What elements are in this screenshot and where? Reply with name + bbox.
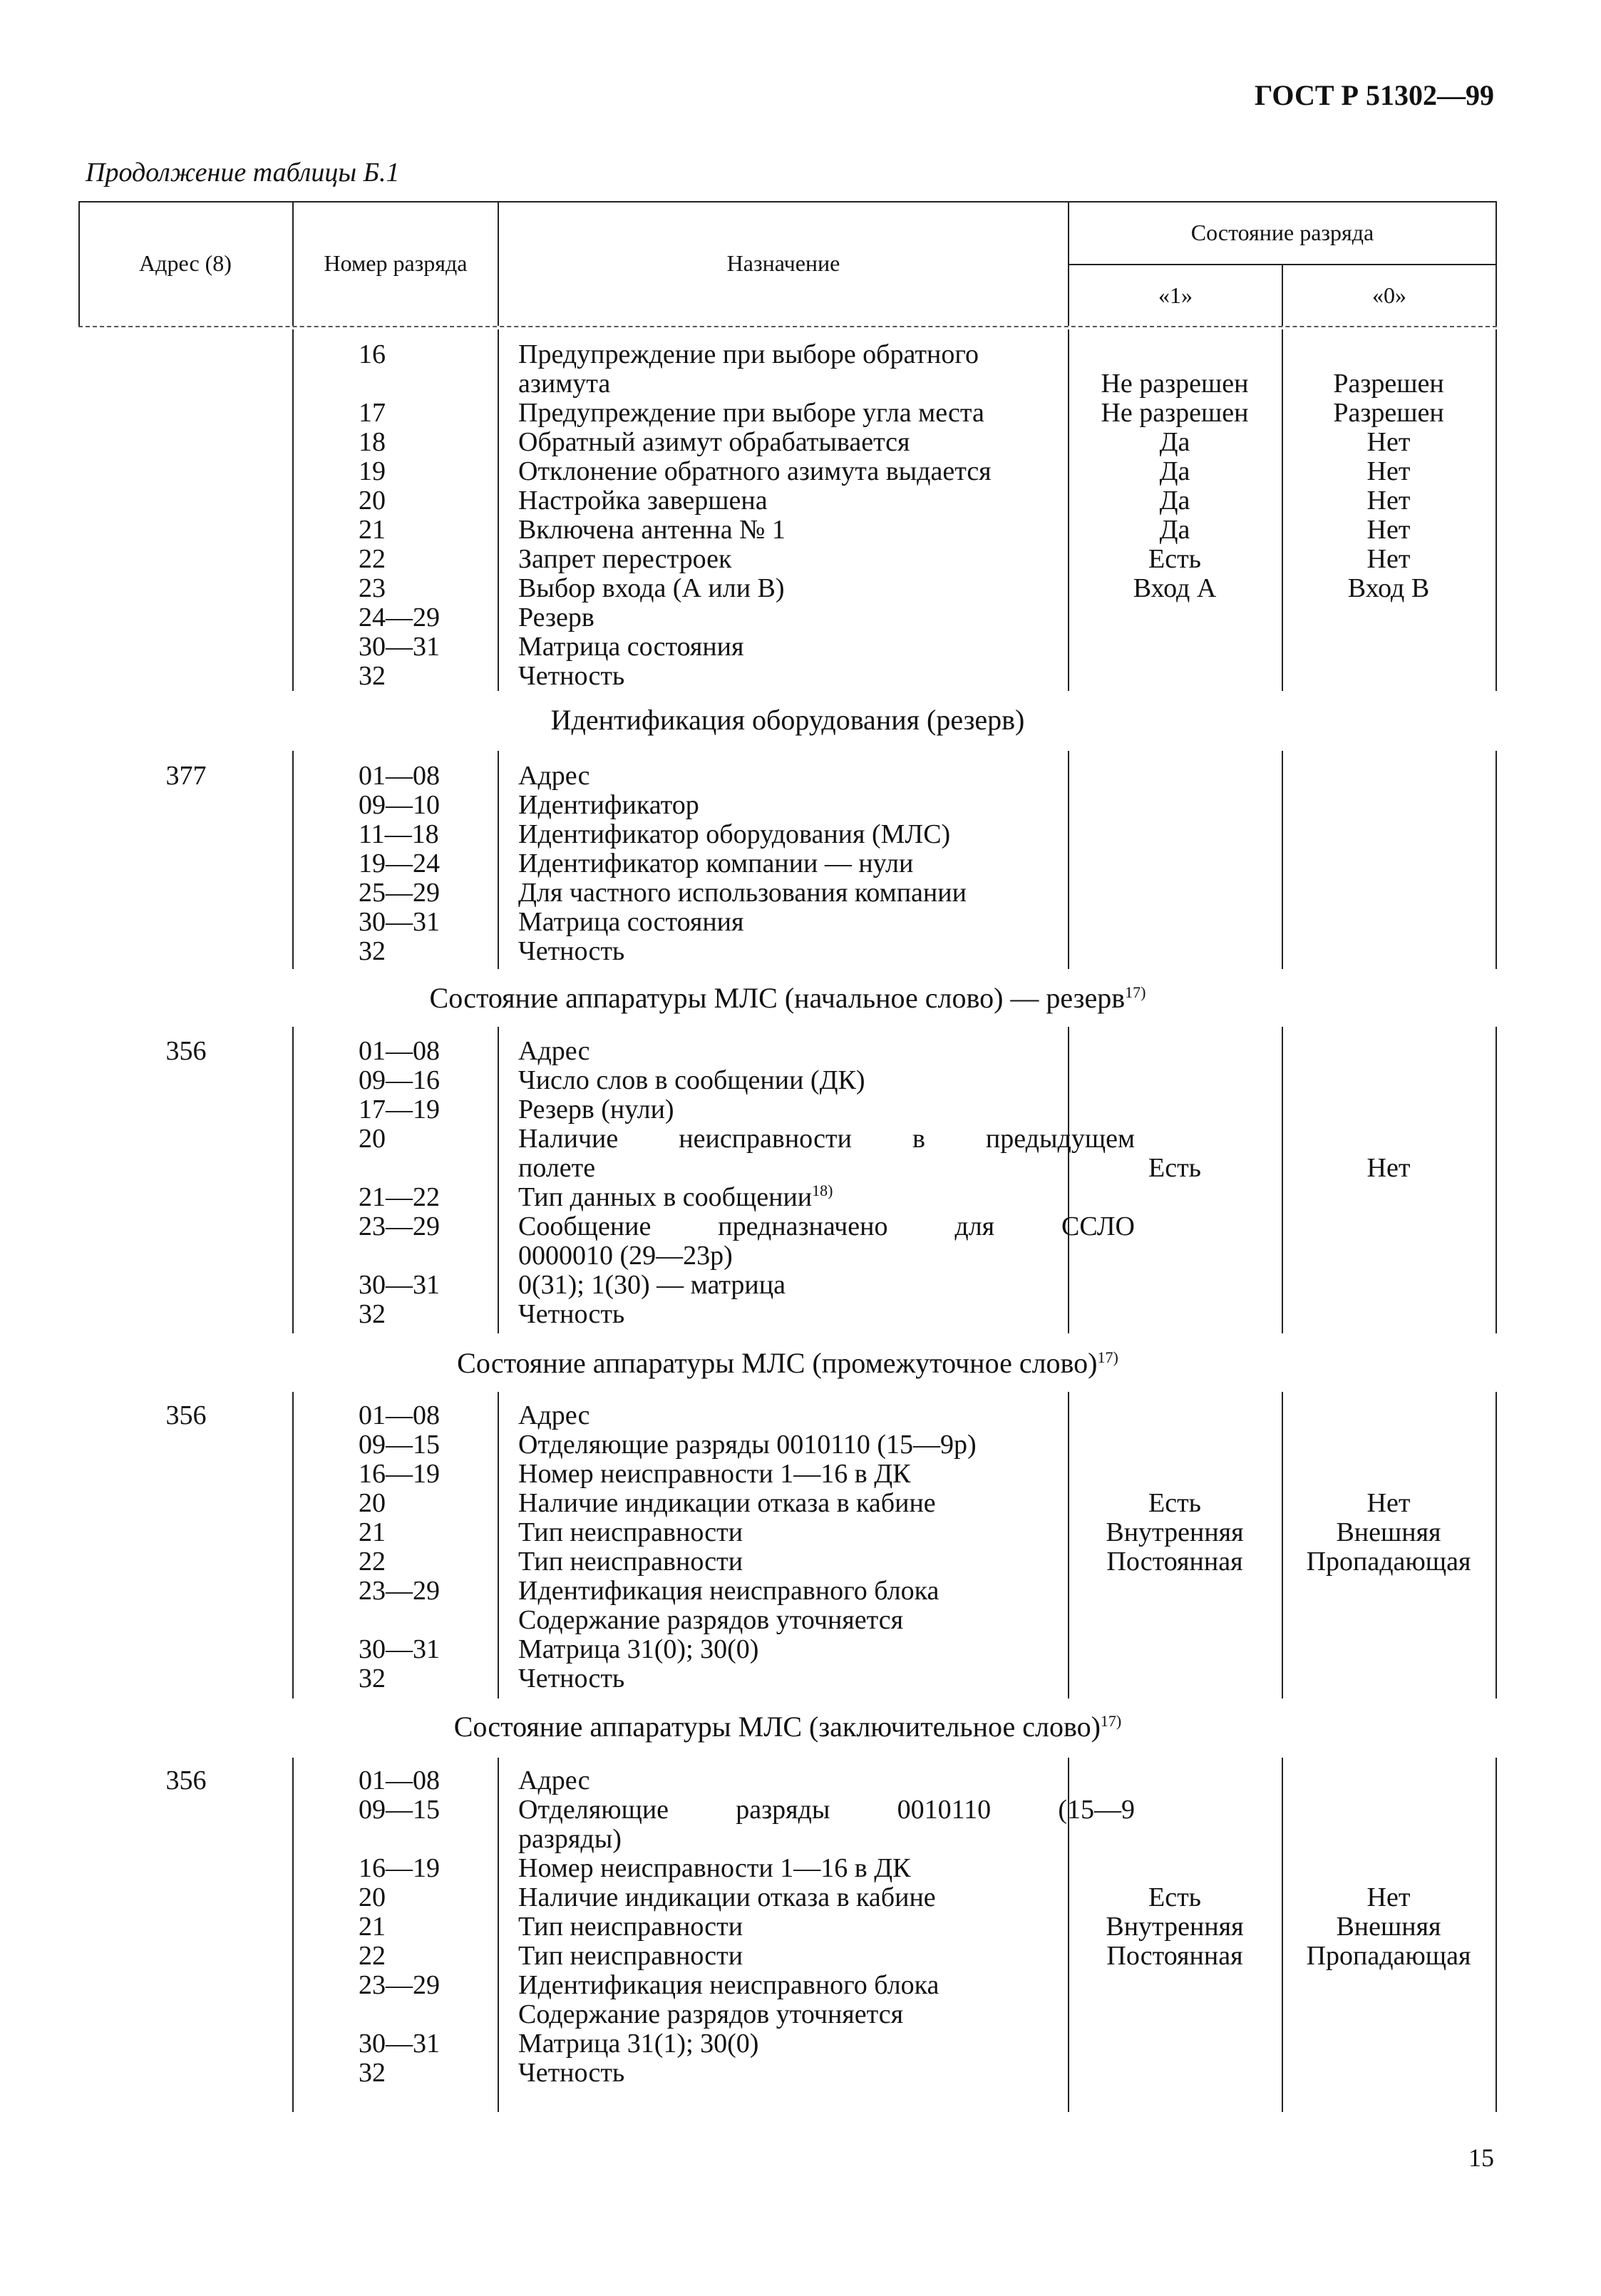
bit-number-cell: 22 bbox=[359, 1547, 386, 1577]
description-cell: Запрет перестроек bbox=[518, 544, 732, 574]
state-one-cell: Да bbox=[1159, 427, 1190, 457]
state-one-cell: Есть bbox=[1148, 1488, 1201, 1518]
state-zero-cell: Нет bbox=[1366, 456, 1411, 486]
bit-number-cell: 25—29 bbox=[359, 878, 440, 908]
header-state-one: «1» bbox=[1158, 282, 1193, 309]
description-cell: Отклонение обратного азимута выдается bbox=[518, 456, 992, 486]
description-cell bbox=[518, 1183, 1135, 1212]
bit-number-cell: 01—08 bbox=[359, 1400, 440, 1430]
bit-number-cell: 21 bbox=[359, 1517, 386, 1547]
bit-number-cell: 09—16 bbox=[359, 1065, 440, 1095]
column-divider bbox=[292, 1027, 294, 1333]
state-zero-cell: Вход В bbox=[1347, 573, 1430, 603]
state-zero-cell: Пропадающая bbox=[1306, 1547, 1471, 1577]
header-purpose: Назначение bbox=[726, 250, 840, 277]
state-zero-cell: Нет bbox=[1366, 1153, 1411, 1183]
state-zero-cell: Нет bbox=[1366, 1882, 1411, 1912]
description-cell: Отделяющие разряды 0010110 (15—9р) bbox=[518, 1430, 977, 1460]
column-divider bbox=[498, 1392, 499, 1698]
bit-number-cell: 32 bbox=[359, 1299, 386, 1329]
section-title-final-word: Состояние аппаратуры МЛС (заключительное слово)$^{17)}$ bbox=[453, 1711, 1122, 1743]
address-cell: 356 bbox=[165, 1036, 207, 1066]
description-cell: Четность bbox=[518, 1299, 625, 1329]
state-zero-cell: Внешняя bbox=[1336, 1912, 1441, 1942]
bit-number-cell: 23 bbox=[359, 573, 386, 603]
state-zero-cell: Нет bbox=[1366, 486, 1411, 516]
state-one-cell: Есть bbox=[1148, 544, 1201, 574]
description-cell: Матрица 31(0); 30(0) bbox=[518, 1634, 759, 1664]
bit-number-cell: 32 bbox=[359, 2058, 386, 2088]
bit-number-cell: 19—24 bbox=[359, 849, 440, 878]
state-one-cell: Да bbox=[1159, 515, 1190, 545]
description-cell: Адрес bbox=[518, 761, 590, 791]
address-cell: 356 bbox=[165, 1400, 207, 1430]
bit-number-cell: 22 bbox=[359, 544, 386, 574]
column-divider bbox=[1282, 751, 1283, 969]
section-title-initial-word: Состояние аппаратуры МЛС (начальное слово) — резерв$^{17)}$ bbox=[429, 982, 1146, 1014]
description-cell: Наличие индикации отказа в кабине bbox=[518, 1488, 936, 1518]
description-cell: Настройка завершена bbox=[518, 486, 768, 516]
bit-number-cell: 20 bbox=[359, 486, 386, 516]
description-cell: Адрес bbox=[518, 1765, 590, 1795]
description-cell: Для частного использования компании bbox=[518, 878, 967, 908]
description-cell: Номер неисправности 1—16 в ДК bbox=[518, 1853, 911, 1883]
bit-number-cell: 23—29 bbox=[359, 1970, 440, 2000]
bit-number-cell: 18 bbox=[359, 427, 386, 457]
description-cell: 0(31); 1(30) — матрица bbox=[518, 1270, 786, 1300]
description-cell: Адрес bbox=[518, 1400, 590, 1430]
description-cell: Резерв (нули) bbox=[518, 1095, 674, 1124]
description-cell: разряды) bbox=[518, 1824, 622, 1854]
bit-number-cell: 32 bbox=[359, 936, 386, 966]
bit-number-cell: 01—08 bbox=[359, 761, 440, 791]
bit-number-cell: 17 bbox=[359, 398, 386, 428]
state-zero-cell: Нет bbox=[1366, 1488, 1411, 1518]
state-zero-cell: Нет bbox=[1366, 427, 1411, 457]
description-cell: Предупреждение при выборе угла места bbox=[518, 398, 984, 428]
description-cell: Идентификатор компании — нули bbox=[518, 849, 914, 878]
page-number: 15 bbox=[1468, 2143, 1494, 2172]
description-cell: Матрица 31(1); 30(0) bbox=[518, 2029, 759, 2059]
bit-number-cell: 21 bbox=[359, 1912, 386, 1942]
state-zero-cell: Нет bbox=[1366, 515, 1411, 545]
bit-number-cell: 09—15 bbox=[359, 1430, 440, 1460]
column-divider bbox=[292, 751, 294, 969]
address-cell: 356 bbox=[165, 1765, 207, 1795]
bit-number-cell: 21 bbox=[359, 515, 386, 545]
description-cell: Тип неисправности bbox=[518, 1912, 743, 1942]
state-zero-cell: Разрешен bbox=[1333, 398, 1444, 428]
description-cell: Тип неисправности bbox=[518, 1547, 743, 1577]
bit-number-cell: 24—29 bbox=[359, 603, 440, 632]
header-address: Адрес (8) bbox=[139, 250, 232, 277]
description-cell: Матрица состояния bbox=[518, 632, 744, 662]
bit-number-cell: 19 bbox=[359, 456, 386, 486]
column-divider bbox=[1496, 1027, 1497, 1333]
state-one-cell: Внутренняя bbox=[1106, 1517, 1244, 1547]
description-cell: Тип неисправности bbox=[518, 1517, 743, 1547]
footnote-marker: 18) bbox=[812, 1182, 833, 1199]
description-cell: Предупреждение при выборе обратного bbox=[518, 339, 979, 369]
state-zero-cell: Разрешен bbox=[1333, 369, 1444, 399]
section-title-intermediate-word: Состояние аппаратуры МЛС (промежуточное слово)$^{17)}$ bbox=[457, 1347, 1118, 1379]
description-cell: 0000010 (29—23р) bbox=[518, 1241, 733, 1271]
state-one-cell: Не разрешен bbox=[1101, 369, 1249, 399]
column-divider bbox=[1496, 751, 1497, 969]
state-one-cell: Вход А bbox=[1133, 573, 1217, 603]
header-bit-state: Состояние разряда bbox=[1190, 219, 1374, 245]
address-cell: 377 bbox=[165, 761, 207, 791]
bit-number-cell: 20 bbox=[359, 1124, 386, 1154]
column-divider bbox=[498, 329, 499, 691]
section-title-equipment-id: Идентификация оборудования (резерв) bbox=[550, 704, 1025, 736]
description-cell: Идентификатор оборудования (МЛС) bbox=[518, 819, 951, 849]
description-cell: полете bbox=[518, 1153, 596, 1183]
state-one-cell: Да bbox=[1159, 486, 1190, 516]
description-cell: Резерв bbox=[518, 603, 594, 632]
bit-number-cell: 30—31 bbox=[359, 907, 440, 937]
document-number: ГОСТ Р 51302—99 bbox=[1254, 79, 1494, 111]
bit-number-cell: 09—10 bbox=[359, 790, 440, 820]
bit-number-cell: 01—08 bbox=[359, 1036, 440, 1066]
description-cell: Отделяющие разряды 0010110 (15—9 bbox=[518, 1795, 1135, 1825]
description-cell: Четность bbox=[518, 2058, 625, 2088]
description-cell: Сообщение предназначено для ССЛО bbox=[518, 1211, 1135, 1241]
bit-number-cell: 09—15 bbox=[359, 1795, 440, 1825]
description-cell: Выбор входа (А или В) bbox=[518, 573, 785, 603]
state-zero-cell: Внешняя bbox=[1336, 1517, 1441, 1547]
description-cell: азимута bbox=[518, 369, 611, 399]
description-text: Тип данных в сообщении bbox=[518, 1182, 813, 1212]
description-cell: Четность bbox=[518, 1664, 625, 1693]
bit-number-cell: 01—08 bbox=[359, 1765, 440, 1795]
column-divider bbox=[1496, 1758, 1497, 2112]
column-divider bbox=[292, 1758, 294, 2112]
description-cell: Номер неисправности 1—16 в ДК bbox=[518, 1459, 911, 1489]
description-cell: Число слов в сообщении (ДК) bbox=[518, 1065, 865, 1095]
table-caption: Продолжение таблицы Б.1 bbox=[86, 158, 400, 188]
bit-number-cell: 22 bbox=[359, 1941, 386, 1971]
bit-number-cell: 30—31 bbox=[359, 1270, 440, 1300]
bit-number-cell: 23—29 bbox=[359, 1576, 440, 1606]
bit-number-cell: 16—19 bbox=[359, 1853, 440, 1883]
state-one-cell: Да bbox=[1159, 456, 1190, 486]
bit-number-cell: 20 bbox=[359, 1488, 386, 1518]
column-divider bbox=[292, 1392, 294, 1698]
state-zero-cell: Пропадающая bbox=[1306, 1941, 1471, 1971]
description-cell: Четность bbox=[518, 936, 625, 966]
bit-number-cell: 11—18 bbox=[359, 819, 439, 849]
state-one-cell: Постоянная bbox=[1106, 1941, 1243, 1971]
description-cell: Матрица состояния bbox=[518, 907, 744, 937]
state-one-cell: Внутренняя bbox=[1106, 1912, 1244, 1942]
column-divider bbox=[1496, 329, 1497, 691]
bit-number-cell: 21—22 bbox=[359, 1182, 440, 1212]
bit-number-cell: 16 bbox=[359, 339, 386, 369]
data-table bbox=[78, 201, 1497, 2112]
bit-number-cell: 30—31 bbox=[359, 2029, 440, 2059]
description-cell: Наличие индикации отказа в кабине bbox=[518, 1882, 936, 1912]
description-cell: Идентификация неисправного блока bbox=[518, 1576, 940, 1606]
state-one-cell: Есть bbox=[1148, 1153, 1201, 1183]
description-cell: Идентификация неисправного блока bbox=[518, 1970, 940, 2000]
column-divider bbox=[498, 1027, 499, 1333]
column-divider bbox=[498, 751, 499, 969]
description-cell: Содержание разрядов уточняется bbox=[518, 1605, 904, 1635]
bit-number-cell: 20 bbox=[359, 1882, 386, 1912]
description-cell: Наличие неисправности в предыдущем bbox=[518, 1124, 1135, 1154]
header-state-zero: «0» bbox=[1372, 282, 1406, 309]
state-one-cell: Постоянная bbox=[1106, 1547, 1243, 1577]
state-one-cell: Не разрешен bbox=[1101, 398, 1249, 428]
state-zero-cell: Нет bbox=[1366, 544, 1411, 574]
description-cell: Включена антенна № 1 bbox=[518, 515, 786, 545]
bit-number-cell: 17—19 bbox=[359, 1095, 440, 1124]
description-cell: Адрес bbox=[518, 1036, 590, 1066]
column-divider bbox=[498, 1758, 499, 2112]
bit-number-cell: 30—31 bbox=[359, 1634, 440, 1664]
bit-number-cell: 23—29 bbox=[359, 1211, 440, 1241]
description-cell: Идентификатор bbox=[518, 790, 699, 820]
column-divider bbox=[292, 329, 294, 691]
bit-number-cell: 16—19 bbox=[359, 1459, 440, 1489]
bit-number-cell: 32 bbox=[359, 661, 386, 691]
description-cell: Содержание разрядов уточняется bbox=[518, 1999, 904, 2029]
bit-number-cell: 30—31 bbox=[359, 632, 440, 662]
description-cell: Четность bbox=[518, 661, 625, 691]
header-bottom-border bbox=[78, 326, 1497, 327]
description-cell: Обратный азимут обрабатывается bbox=[518, 427, 910, 457]
bit-number-cell: 32 bbox=[359, 1664, 386, 1693]
state-one-cell: Есть bbox=[1148, 1882, 1201, 1912]
header-bit-number: Номер разряда bbox=[324, 250, 468, 277]
description-cell: Тип неисправности bbox=[518, 1941, 743, 1971]
column-divider bbox=[1496, 1392, 1497, 1698]
